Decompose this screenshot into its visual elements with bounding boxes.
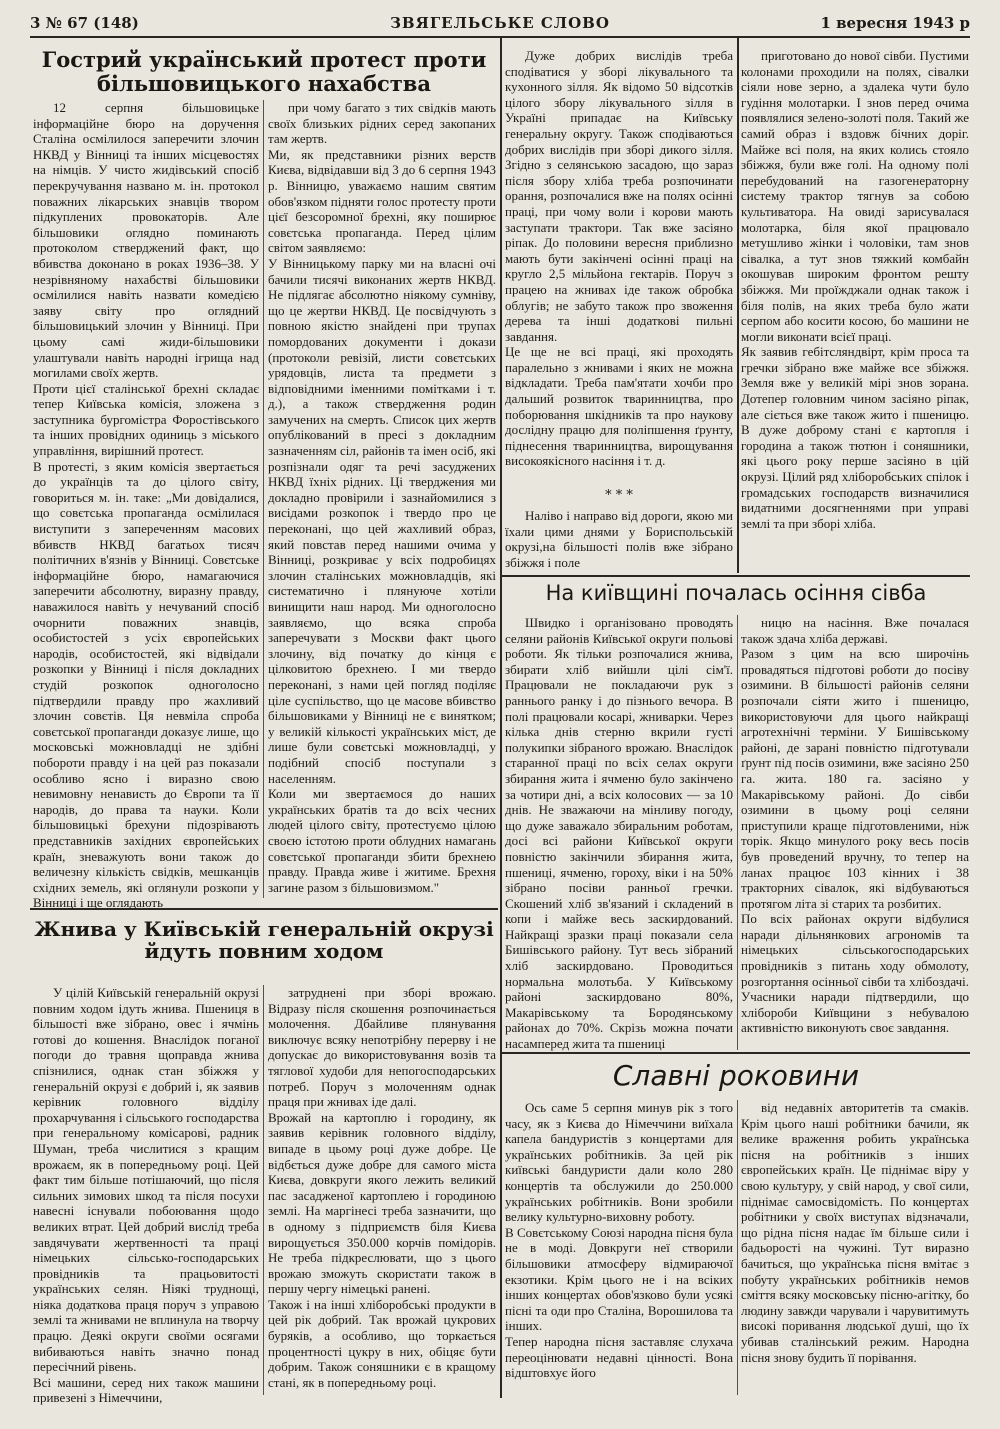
article5-headline: Славні роковини — [612, 1059, 860, 1092]
article2-headline: Жнива у Київській генеральній окрузі йдуть повним ходом — [34, 917, 494, 964]
article1-column-divider — [263, 100, 264, 898]
article1-column-left: 12 серпня більшовицьке інформаційне бюро на доручення Сталіна осмілилося заперечити злочин НКВД у Вінниці та інших місцевостях на німців. У чисто жидівський спосіб перекручування названо м. ін. протокол поважних лікарських знавців твором підкуплених провокаторів. Але більшовики оглядно поминають протоколом стверджений факт, що вбивства доконано в роках 1936–38. У незрівняному нахабстві більшовики осмілилися навіть назвати комедією заяву світу про оглядний більшовицький злочин у Вінниці. При цьому самі жиди-більшовики улаштували навіть народні ігрища над могилами своїх жертв. Проти цієї сталінської брехні складає тепер Київська комісія, зложена з заступника бургомістра Форостівського та інших провідних одиниць з міського управління, вирішний протест. В протесті, з яким комісія звертається до українців та до цілого світу, говориться м. ін. таке: „Ми довідалися, що совєтська пропаганда осмілилася виступити з запереченням масових вбивств НКВД багатьох тисяч політичних в'язнів у Вінниці. Совєтське інформаційне бюро, намагаючися заперечити абсолютну, виразну правду, наважилося навіть у нечуваний спосіб очорнити поважних знавців, особистостей з усіх європейських народів, особистостей, які відвідали розкопки у Вінниці і після докладних студій розкопок одноголосно підтвердили правду про жахливий злочин совєтів. Ця невміла спроба совєтської пропаганди доказує лише, що московські можновладці не здібні побороти правду і на цей раз показали особливо ясно і виразно свою невимовну ненависть до Європи та її народів, до права та науки. Коли більшовицькі брехуни підозрівають представників західних європейських країн, зневажують вони також до величезну кількість свідків, мешканців східних земель, які оглянули розкопи у Вінниці і ще оглядають — [33, 100, 259, 911]
article5-column-left: Ось саме 5 серпня минув рік з того часу, як з Києва до Німеччини виїхала капела бандуристів з концертами для українських робітників. За цей рік київські бандуристи дали коло 280 концертів та обслужили до 250.000 українських робітників. Вони зробили велику культурно-виховну роботу. В Совєтському Союзі народна пісня була не в моді. Довкруги неї створили більшовики атмосферу відмираючої екзотики. Крім цього не і на всіких інших концертах обов'язково були усякі пісні та оди про Сталіна, Ворошилова та інших. Тепер народна пісня заставляє слухача переоцінювати недавні цінності. Вона відштовхує його — [505, 1100, 733, 1381]
main-column-divider — [500, 38, 502, 1398]
article3-column-right: приготовано до нової сівби. Пустими колонами проходили на полях, сівалки сіяли нове зерно, а здалека чути було гудіння молотарки. І знов перед очима появлялися зелено-золоті поля. Такий же самий образ і вздовж бічних доріг. Майже всі поля, на яких колись стояло збіжжя, були вже голі. На одному полі перебудований на газогенераторну систему трактор тягнув за собою культиватора. На овиді зарисувалася молотарка, біля якої працювало метушливо жінки і чоловіки, там знов сівалка, а тут знов тяжкий комбайн окошував широким фронтом решту збіжжя. Ми проїжджали однак також і біля полів, на яких треба було жати серпом або косити косою, бо машини не могли виконати всієї праці. Як заявив гебітсляндвірт, крім проса та гречки зібрано вже майже все збіжжя. Земля вже у великій мірі знов зорана. Дотепер головним чином засіяно ріпак, але сіється вже також жито і пшеницю. В дуже доброму стані є картопля і городина а також тютюн і соняшники, які цього року перше засіяно в цій окрузі. Цілий ряд хліборобських спілок і громадських господарств визначилися видатними досягненнями при управі землі та при зборі хліба. — [741, 48, 969, 531]
article3-column-left: Дуже добрих вислідів треба сподіватися у зборі лікувального та кухонного зілля. Як відомо 50 відсотків цілого збору лікувального зілля в Україні припадає на Київську генеральну округу. Також сподіваються добрих вислідів при зборі дикого зілля. Згідно з селянською засадою, що зараз після збору хліба треба розпочинати орання, розпочалися вже на полях осінні праці, при чому воли і корови мають заступати трактори. Так вже засіяно ріпак. До половини вересня приблизно мають бути закінчені осінні праці на кругло 2,5 мільйона гектарів. Поруч з працею на жнивах іде також обробка облугів; не забуто також про звоження дерева та інші додаткові пильні завдання. Це ще не всі праці, які проходять паралельно з жнивами і яких не можна відкладати. Треба пам'ятати хочби про дальший розвиток тваринництва, про поборювання шкідників та про наукову дослідну працю для поліпшення ґрунту, піднесення тваринництва, вирощування високоякісного насіння і т. д. — [505, 48, 733, 469]
article-separator — [502, 575, 970, 577]
article4-column-left: Швидко і організовано проводять селяни районів Київської округи польові роботи. Як тільки розпочалися жнива, збирати хліб вийшли цілі сім'ї. Працювали не покладаючи рук з раннього ранку і до пізнього вечора. В полі працювали косарі, жниварки. Через кілька днів стерню вкрили густі полукипки зібраного врожаю. Внаслідок старанної праці по всіх селах округи збирання жита і ячменю було закінчено за чотири дні, а всіх колосових — за 10 днів. Не зважаючи на мінливу погоду, що дуже заважало збиральним роботам, досі всі райони Київської округи повністю закінчили збирання жита, пшениці, ячменю, гороху, віки і на 50% зібрано посіви ранньої гречки. Скошений хліб зв'язаний і складений в копи і майже весь заскирдований. Найкращі зразки праці показали села Бишівського району. Тут весь зібраний хліб заскирдовано. Проводиться нормальна молотьба. У Київському районі заскирдовано 80%, Макарівському та Бородянському районах до 70%. Скрізь можна почати насамперед жита та пшениці — [505, 615, 733, 1052]
article5-column-divider — [737, 1100, 738, 1395]
top-right-divider — [737, 38, 739, 573]
article1-column-right: при чому багато з тих свідків мають своїх близьких рідних серед закопаних там жертв. Ми, як представники різних верств Києва, відвідавши від 3 до 6 серпня 1943 р. Вінницю, уважаємо нашим святим обов'язком підняти голос протесту проти цієї безсоромної брехні, яку поширює совєтська пропаганда. Перед цілим світом заявляємо: У Вінницькому парку ми на власні очі бачили тисячі виконаних жертв НКВД. Не підлягає абсолютно ніякому сумніву, що це жертви НКВД. Це посвідчують з повною якістю знайдені при трупах помордованих документи і докази (протоколи ревізій, листи совєтських урядовців, листа та предмети з відповідними іменними помітками і т. д.), а також ствердження родин замучених на смерть. Список цих жертв опублікований в пресі з докладним зазначенням сіл, районів та імен осіб, які розпізнали одяг та речі засуджених НКВД їхніх рідних. Ці тверджения ми докладно провірили і зазнайомилися з висідами розкопок і твердо про це переконані, що цей жахливий образ, який повстав перед нашими очима у Вінниці, розкриває у всіх подробицях злочин сталінських можновладців, які систематично і плянуюче хотіли винищити наш народ. Ми одноголосно заявляємо, що всяка спроба заперечувати з Москви факт цього злочину, від початку до кінця є цілковитою брехнею. І ми твердо переконані, з нами цей погляд поділяє ціле суспільство, що це масове вбивство більшовиками у Вінниці не є винятком; у великій кількості українських міст, де лише були совєтські можновладці, у подібний спосіб поступали з населенням. Коли ми звертаємося до наших українських братів та до всіх чесних людей цілого світу, протестуємо цілою своєю істотою проти облудних намагань совєтської пропаганди збити брехнею правду. Правда живе і житиме. Брехня загине разом з більшовизмом." — [268, 100, 496, 895]
article4-column-right: ницю на насіння. Вже почалася також здача хліба державі. Разом з цим на всю широчінь провадяться підготові роботи до посіву озимини. В більшості районів селяни розпочали сіяти жито і пшеницю, використовуючи для цього найкращі агротехнічні терміни. У Бишівському районі, де зарані повністю підготували ґрунт під посів озимини, вже засіяно 250 га. жита. 180 га. засіяно у Макарівському районі. До сівби озимини в цьому році селяни приступили краще підготовленими, ніж торік. Якщо минулого року весь посів був проведений вручну, то тепер на ланах працює 103 кінних і 38 тракторних сівалок, які відбуваються протягом літа зі старих та розбитих. По всіх районах округи відбулися наради дільнянкових агрономів та німецьких сільськогосподарських провідників з питань ходу обмолоту, розгортання осінньої сівби та хлібоздачі. Учасники наради підтвердили, що хлібороби Київщини з небувалою активністю виконують своє завдання. — [741, 615, 969, 1036]
article3-column-left-continued: Наліво і направо від дороги, якою ми їхали цими днями у Бориспольській окрузі,на більшості полів вже зібрано збіжжя і поле — [505, 508, 733, 570]
article1-headline: Гострий український протест проти більшовицького нахабства — [41, 47, 487, 96]
issue-number: 3 № 67 (148) — [30, 14, 139, 32]
article4-headline: На київщині почалась осіння сівба — [545, 581, 927, 605]
article5-column-right: від недавніх авторитетів та смаків. Крім цього наші робітники бачили, як велике враження робить українська пісня на робітників з інших європейських країн. Це піднімає віру у свою культуру, у свій народ, у свої сили, піднімає самосвідомість. По концертах робітники у своїх виступах відзначали, що рідна пісня надає їм більше сили і бадьорості на чужині. Тут виразно бачиться, що українська пісня вмітає з побуту українських робітників немов сміття всяку московську пісню-агітку, бо людину завжди чарували і чарувитимуть високі поривання людської душі, що їх убивав сталінський режим. Народна пісня знову будить її порівання. — [741, 1100, 969, 1365]
section-asterism: * * * — [605, 488, 633, 503]
article4-column-divider — [737, 615, 738, 1050]
masthead — [30, 10, 970, 38]
article2-column-right: затруднені при зборі врожаю. Відразу після скошення розпочинається молочення. Дбайливе плянування виключує всяку непотрібну перерву і не допускає до використовування возів та тяглової худоби для непогосподарських потреб. Поруч з молоченням однак праця при жнивах іде далі. Врожай на картоплю і городину, як заявив керівник головного відділу, випаде в цьому році дуже добре. Це відбється дуже добре для самого міста Києва, довкруги якого лежить великий пас засадженої картоплею і городиною землі. На маргінесі треба зазначити, що в одному з підприємств біля Києва вирощується 350.000 корчів помідорів. Не треба підкреслювати, що з цього врожаю зможуть скористати також в першу чергу німецькі ранені. Також і на інші хліборобські продукти в цей рік добрий. Так врожай цукрових буряків, а особливо, що торкається процентності цукру в них, обіцяє бути добрим. Також соняшники є в кращому стані, як в попередньому році. — [268, 985, 496, 1390]
article2-column-divider — [263, 985, 264, 1395]
issue-date: 1 вересня 1943 р — [820, 14, 970, 32]
article-separator — [502, 1052, 970, 1054]
article2-column-left: У цілій Київській генеральній окрузі повним ходом ідуть жнива. Пшениця в більшості вже зібрано, овес і ячмінь готові до кошення. Внаслідок поганої погоди до травня щоправда жнива спізнилися, однак стан збіжжя у генеральній окрузі є добрий і, як заявив керівник головного відділу прохарчування і сільського господарства при генеральному комісарові, радник Шуман, треба числитися з кращим врожаєм, як в попередньому році. Цей факт тим більше потішаючий, що після сильних зимових шкод та після посухи навесні існували побоювання щодо великих втрат. Цей добрий вислід треба завдячувати жертвенності та праці німецьких сільсько-господарських провідників та працьовитості українських селян. Ніякі труднощі, ніяка додаткова праця поруч з управою землі та жнивами не вплинула на творчу працю. Деякі округи своїми осягами вибиваються навіть значно понад пересічний рівень. Всі машини, серед них також машини привезені з Німеччини, — [33, 985, 259, 1406]
newspaper-title: ЗВЯГЕЛЬСЬКЕ СЛОВО — [390, 14, 610, 32]
